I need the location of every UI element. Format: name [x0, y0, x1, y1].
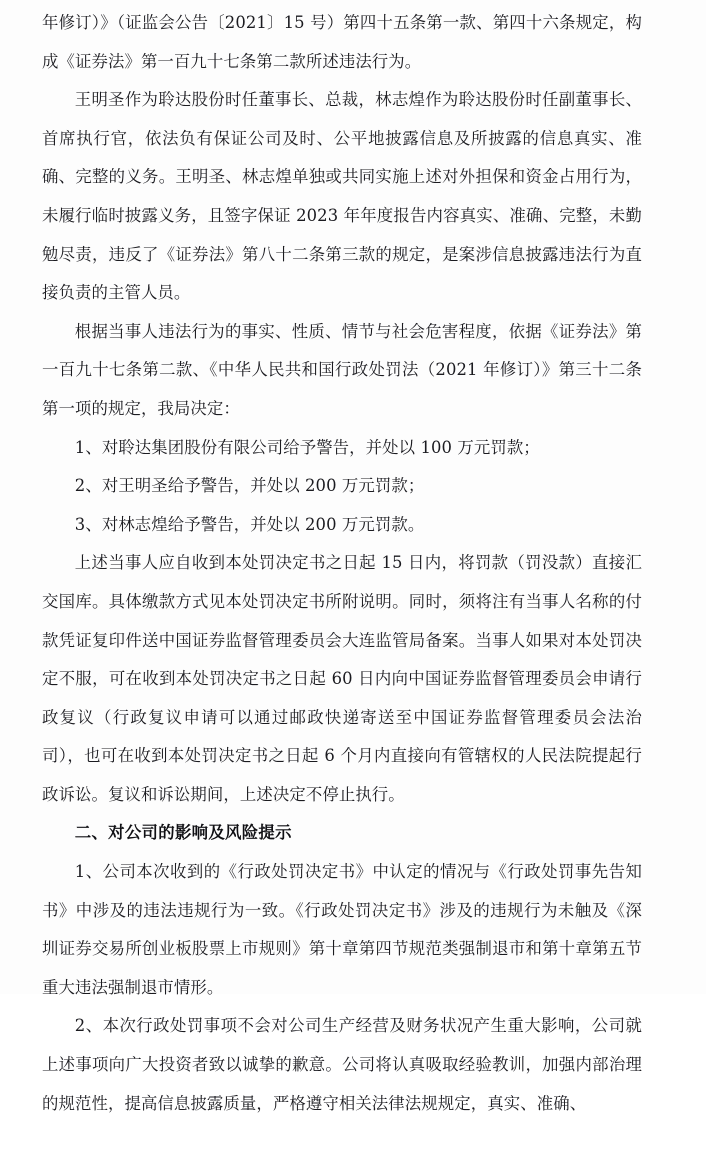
paragraph-payment-and-appeal-instructions: 上述当事人应自收到本处罚决定书之日起 15 日内，将罚款（罚没款）直接汇交国库。具体缴款方式见本处罚决定书所附说明。同时，须将注有当事人名称的付款凭证复印件送中国证券监督管理委员会大连监管局备案。当事人如果对本处罚决定不服，可在收到本处罚决定书之日起 60 日内向中国证券监督管理委员会申请行政复议（行政复议申请可以通过邮政快递寄送至中国证券监督管理委员会法治司），也可在收到本处罚决定书之日起 6 个月内直接向有管辖权的人民法院提起行政诉讼。复议和诉讼期间，上述决定不停止执行。 — [42, 553, 642, 804]
paragraph-impact-item-2-operations: 2、本次行政处罚事项不会对公司生产经营及财务状况产生重大影响，公司就上述事项向广大投资者致以诚挚的歉意。公司将认真吸取经验教训，加强内部治理的规范性，提高信息披露质量，严格遵守相关法律法规规定，真实、准确、 — [42, 1016, 642, 1113]
decision-item-3-lin-zhihuang-penalty: 3、对林志煌给予警告，并处以 200 万元罚款。 — [74, 514, 425, 534]
paragraph-decision-basis: 根据当事人违法行为的事实、性质、情节与社会危害程度，依据《证券法》第一百九十七条第二款、《中华人民共和国行政处罚法（2021 年修订）》第三十二条第一项的规定，我局决定： — [42, 321, 642, 418]
section-heading-impact-and-risk: 二、对公司的影响及风险提示 — [74, 823, 292, 843]
decision-item-1-company-penalty: 1、对聆达集团股份有限公司给予警告，并处以 100 万元罚款； — [74, 437, 540, 457]
paragraph-responsible-persons: 王明圣作为聆达股份时任董事长、总裁，林志煌作为聆达股份时任副董事长、首席执行官，依法负有保证公司及时、公平地披露信息及所披露的信息真实、准确、完整的义务。王明圣、林志煌单独或共同实施上述对外担保和资金占用行为，未履行临时披露义务，且签字保证 2023 年年度报告内容真实、准确、完整，未勤勉尽责，违反了《证券法》第八十二条第三款的规定，是案涉信息披露违法行为直接负责的主管人员。 — [42, 90, 642, 303]
document-text-body — [42, 4, 642, 1153]
paragraph-impact-item-1-delisting: 1、公司本次收到的《行政处罚决定书》中认定的情况与《行政处罚事先告知书》中涉及的违法违规行为一致。《行政处罚决定书》涉及的违规行为未触及《深圳证券交易所创业板股票上市规则》第十章第四节规范类强制退市和第十章第五节重大违法强制退市情形。 — [42, 862, 642, 997]
decision-item-2-wang-mingsheng-penalty: 2、对王明圣给予警告，并处以 200 万元罚款； — [74, 476, 425, 496]
paragraph-continuation-legal-basis: 年修订）》（证监会公告〔2021〕15 号）第四十五条第一款、第四十六条规定，构成《证券法》第一百九十七条第二款所述违法行为。 — [42, 13, 642, 71]
page-bottom-margin — [42, 1123, 642, 1153]
